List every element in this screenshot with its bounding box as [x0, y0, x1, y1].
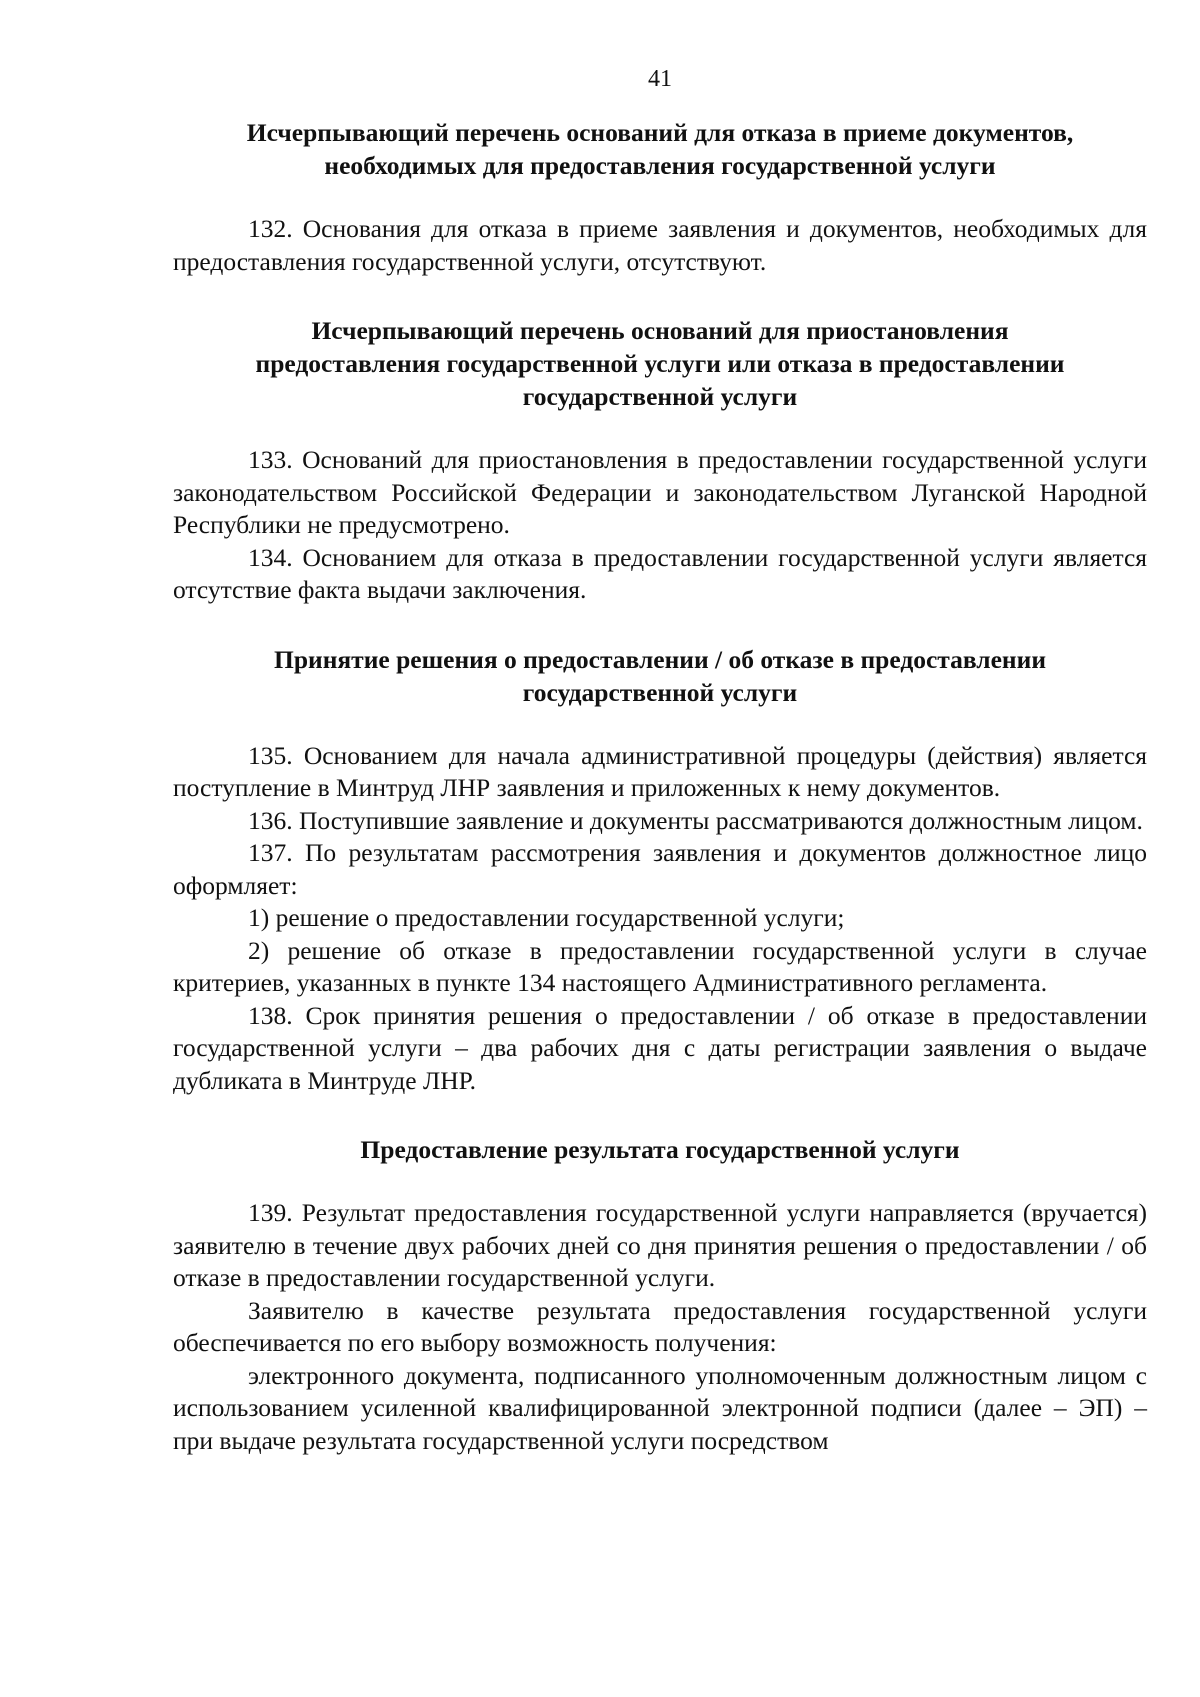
paragraph-137-item-2: 2) решение об отказе в предоставлении государственной услуги в случае критериев, указанных в пункте 134 настоящего Административного регламента.	[173, 935, 1147, 997]
heading-line: Предоставление результата государственной услуги	[360, 1135, 960, 1164]
paragraph-135: 135. Основанием для начала административной процедуры (действия) является поступление в Минтруд ЛНР заявления и приложенных к нему документов.	[173, 740, 1147, 802]
paragraph-result-options: Заявителю в качестве результата предоставления государственной услуги обеспечивается по его выбору возможность получения:	[173, 1295, 1147, 1357]
paragraph-electronic-document: электронного документа, подписанного уполномоченным должностным лицом с использованием усиленной квалифицированной электронной подписи (далее – ЭП) – при выдаче результата государственной услуги посредством	[173, 1360, 1147, 1455]
section-suspension-refusal	[173, 314, 1147, 607]
heading-line: предоставления государственной услуги или отказа в предоставлении	[255, 349, 1065, 378]
paragraph-139: 139. Результат предоставления государственной услуги направляется (вручается) заявителю в течение двух рабочих дней со дня принятия решения о предоставлении / об отказе в предоставлении государственной услуги.	[173, 1198, 1147, 1292]
heading-line: Принятие решения о предоставлении / об отказе в предоставлении	[273, 644, 1047, 674]
paragraph-136: 136. Поступившие заявление и документы рассматриваются должностным лицом.	[248, 805, 1143, 835]
section-refusal-acceptance	[173, 116, 1147, 278]
heading-line: необходимых для предоставления государственной услуги	[324, 151, 996, 180]
heading-line: Исчерпывающий перечень оснований для приостановления	[311, 316, 1009, 345]
section-heading	[173, 314, 1147, 413]
heading-line: государственной услуги	[522, 382, 798, 411]
section-decision	[173, 643, 1147, 1098]
paragraph-134: 134. Основанием для отказа в предоставлении государственной услуги является отсутствие факта выдачи заключения.	[173, 542, 1147, 604]
paragraph-137: 137. По результатам рассмотрения заявления и документов должностное лицо оформляет:	[173, 838, 1147, 900]
heading-line: Исчерпывающий перечень оснований для отказа в приеме документов,	[246, 118, 1074, 147]
section-heading	[173, 643, 1147, 709]
section-heading	[173, 1133, 1147, 1166]
page-number: 41	[648, 66, 672, 92]
heading-line: государственной услуги	[522, 677, 798, 707]
document-page	[173, 64, 1147, 1457]
paragraph-132: 132. Основания для отказа в приеме заявления и документов, необходимых для предоставления государственной услуги, отсутствуют.	[173, 214, 1147, 276]
paragraph-138: 138. Срок принятия решения о предоставлении / об отказе в предоставлении государственной услуги – два рабочих дня с даты регистрации заявления о выдаче дубликата в Минтруде ЛНР.	[173, 1000, 1147, 1095]
paragraph-137-item-1: 1) решение о предоставлении государственной услуги;	[248, 903, 845, 932]
section-result-delivery	[173, 1133, 1147, 1457]
section-heading	[173, 116, 1147, 182]
paragraph-133: 133. Оснований для приостановления в предоставлении государственной услуги законодательством Российской Федерации и законодательством Луганской Народной Республики не предусмотрено.	[173, 445, 1147, 539]
